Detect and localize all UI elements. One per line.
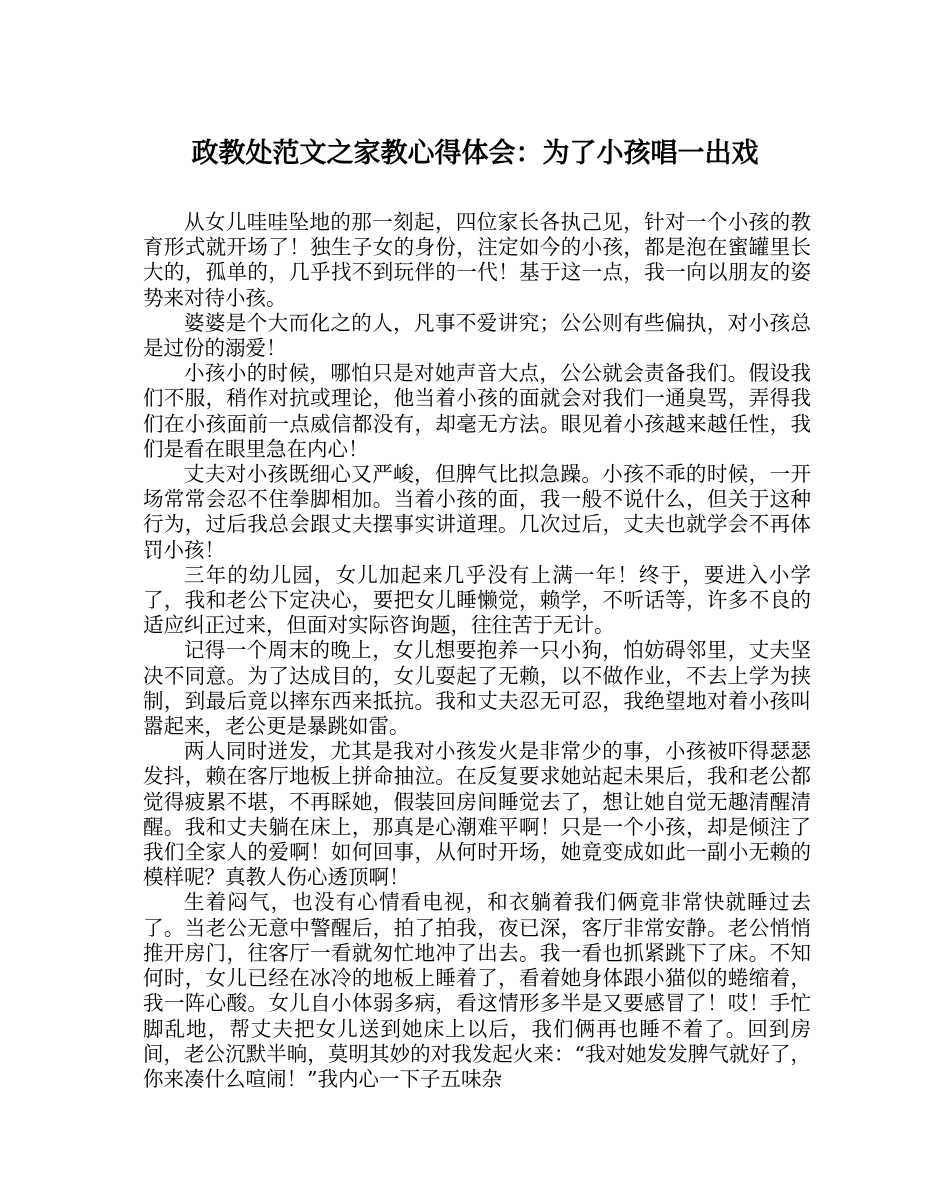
document-body [143,210,811,1092]
paragraph: 小孩小的时候，哪怕只是对她声音大点，公公就会责备我们。假设我们不服，稍作对抗或理论，他当着小孩的面就会对我们一通臭骂，弄得我们在小孩面前一点威信都没有，却毫无方法。眼见着小孩越来越任性，我们是看在眼里急在内心！ [143,361,811,461]
paragraph: 从女儿哇哇坠地的那一刻起，四位家长各执己见，针对一个小孩的教育形式就开场了！独生子女的身份，注定如今的小孩，都是泡在蜜罐里长大的，孤单的，几乎找不到玩伴的一代！基于这一点，我一向以朋友的姿势来对待小孩。 [143,210,811,310]
paragraph: 三年的幼儿园，女儿加起来几乎没有上满一年！终于，要进入小学了，我和老公下定决心，要把女儿睡懒觉，赖学，不听话等，许多不良的适应纠正过来，但面对实际咨询题，往往苦于无计。 [143,562,811,638]
paragraph: 婆婆是个大而化之的人，凡事不爱讲究；公公则有些偏执，对小孩总是过份的溺爱！ [143,310,811,361]
paragraph: 两人同时迸发，尤其是我对小孩发火是非常少的事，小孩被吓得瑟瑟发抖，赖在客厅地板上拼命抽泣。在反复要求她站起未果后，我和老公都觉得疲累不堪，不再睬她，假装回房间睡觉去了，想让她自觉无趣清醒清醒。我和丈夫躺在床上，那真是心潮难平啊！只是一个小孩，却是倾注了我们全家人的爱啊！如何回事，从何时开场，她竟变成如此一副小无赖的模样呢？真教人伤心透顶啊！ [143,739,811,890]
paragraph: 丈夫对小孩既细心又严峻，但脾气比拟急躁。小孩不乖的时候，一开场常常会忍不住拳脚相加。当着小孩的面，我一般不说什么，但关于这种行为，过后我总会跟丈夫摆事实讲道理。几次过后，丈夫也就学会不再体罚小孩！ [143,462,811,562]
paragraph: 生着闷气，也没有心情看电视，和衣躺着我们俩竟非常快就睡过去了。当老公无意中警醒后，拍了拍我，夜已深，客厅非常安静。老公悄悄推开房门，往客厅一看就匆忙地冲了出去。我一看也抓紧跳下了床。不知何时，女儿已经在冰冷的地板上睡着了，看着她身体跟小猫似的蜷缩着，我一阵心酸。女儿自小体弱多病，看这情形多半是又要感冒了！哎！手忙脚乱地，帮丈夫把女儿送到她床上以后，我们俩再也睡不着了。回到房间，老公沉默半晌，莫明其妙的对我发起火来：“我对她发发脾气就好了，你来凑什么喧闹！”我内心一下子五味杂 [143,890,811,1091]
paragraph: 记得一个周末的晚上，女儿想要抱养一只小狗，怕妨碍邻里，丈夫坚决不同意。为了达成目的，女儿耍起了无赖，以不做作业，不去上学为挟制，到最后竟以摔东西来抵抗。我和丈夫忍无可忍，我绝望地对着小孩叫嚣起来，老公更是暴跳如雷。 [143,638,811,739]
document-title: 政教处范文之家教心得体会：为了小孩唱一出戏 [191,138,759,169]
